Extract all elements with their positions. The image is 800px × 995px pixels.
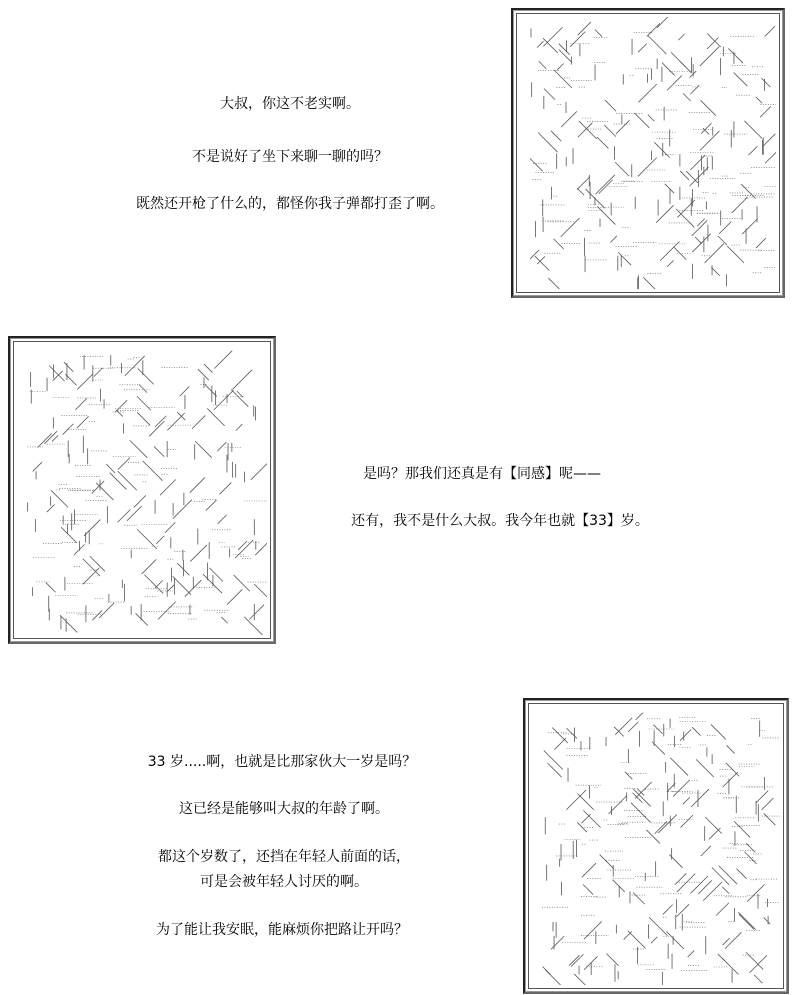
ascii-art-stroke — [142, 559, 157, 574]
ascii-art-stroke — [648, 115, 654, 121]
dialogue-line: 可是会被年轻人讨厌的啊。 — [200, 874, 368, 890]
ascii-art-stroke — [680, 729, 691, 740]
ascii-art-stroke — [577, 188, 584, 195]
dialogue-line: 为了能让我安眠，能麻烦你把路让开吗？ — [156, 922, 408, 938]
ascii-art-stroke — [747, 884, 764, 901]
ascii-art-stroke — [90, 556, 105, 571]
ascii-art-stroke — [658, 815, 676, 833]
ascii-art-stroke — [548, 763, 562, 777]
ascii-art-stroke — [697, 219, 705, 227]
ascii-art-stroke — [760, 106, 771, 117]
ascii-art-stroke — [606, 954, 618, 966]
ascii-art-stroke — [569, 955, 579, 965]
ascii-art-stroke — [680, 61, 692, 73]
ascii-art-stroke — [167, 413, 184, 430]
ascii-art-stroke — [677, 874, 695, 892]
ascii-art-stroke — [600, 855, 614, 869]
ascii-art-stroke — [692, 220, 708, 236]
dialogue-line: 都这个岁数了，还挡在年轻人前面的话， — [158, 849, 410, 865]
ascii-art-stroke — [204, 364, 213, 373]
ascii-art-stroke — [741, 184, 756, 199]
ascii-art-stroke — [244, 617, 263, 635]
ascii-art-stroke — [579, 121, 597, 139]
ascii-art-stroke — [543, 38, 558, 53]
ascii-art-stroke — [143, 461, 163, 481]
ascii-art-stroke — [75, 398, 86, 409]
ascii-art-stroke — [127, 506, 142, 521]
ascii-art-stroke — [638, 44, 647, 53]
ascii-art-stroke — [33, 462, 42, 471]
ascii-art-stroke — [543, 27, 562, 46]
ascii-art-stroke — [249, 605, 264, 620]
ascii-art-stroke — [625, 772, 633, 780]
ascii-art-stroke — [46, 582, 56, 592]
dialogue-line: 33 岁.....啊，也就是比那家伙大一岁是吗？ — [147, 754, 417, 770]
ascii-art-stroke — [552, 728, 567, 743]
ascii-art-stroke — [666, 931, 684, 949]
ascii-art-stroke — [63, 424, 74, 435]
ascii-art-stroke — [53, 371, 63, 381]
ascii-art-stroke — [77, 416, 89, 428]
ascii-art-stroke — [689, 167, 708, 186]
ascii-art-stroke — [106, 464, 115, 473]
ascii-art-stroke — [633, 892, 645, 904]
ascii-art-stroke — [551, 131, 561, 141]
ascii-art-stroke — [643, 277, 655, 289]
ascii-art-stroke — [636, 713, 643, 720]
ascii-art-stroke — [584, 921, 602, 939]
ascii-art-stroke — [156, 536, 164, 544]
ascii-art-stroke — [139, 384, 147, 392]
ascii-art-stroke — [690, 155, 705, 170]
ascii-art-stroke — [218, 515, 227, 524]
ascii-art-stroke — [92, 481, 105, 494]
ascii-art-stroke — [567, 728, 577, 738]
ascii-art-stroke — [734, 821, 750, 837]
ascii-art-stroke — [83, 559, 100, 576]
ascii-art-stroke — [544, 751, 563, 770]
ascii-art-stroke — [574, 974, 591, 985]
ascii-art-stroke — [198, 369, 209, 380]
ascii-art-stroke — [217, 442, 226, 451]
ascii-art-stroke — [677, 200, 695, 218]
ascii-art-stroke — [77, 374, 93, 390]
ascii-art-stroke — [660, 241, 679, 260]
ascii-art-stroke — [739, 914, 754, 929]
ascii-art-stroke — [670, 758, 688, 776]
ascii-art-stroke — [765, 26, 775, 36]
ascii-art-stroke — [581, 814, 590, 823]
ascii-art-stroke — [742, 219, 758, 235]
ascii-art-stroke — [155, 580, 163, 588]
ascii-art-stroke — [173, 576, 191, 594]
ascii-art-stroke — [692, 727, 700, 735]
ascii-art-stroke — [538, 133, 557, 152]
ascii-art-stroke — [722, 887, 729, 894]
dialogue-line: 是吗？那我们还真是有【同感】呢—— — [363, 466, 601, 482]
ascii-art-stroke — [206, 500, 217, 511]
ascii-art-stroke — [537, 41, 543, 47]
ascii-art-stroke — [554, 70, 572, 88]
ascii-art-stroke — [154, 447, 164, 457]
ascii-art-stroke — [570, 32, 585, 47]
ascii-art-stroke — [548, 278, 563, 289]
ascii-art-stroke — [118, 510, 131, 523]
ascii-art-stroke — [559, 49, 572, 62]
ascii-art-stroke — [662, 63, 675, 76]
ascii-art-stroke — [723, 938, 730, 945]
ascii-art-stroke — [711, 267, 720, 276]
ascii-art-stroke — [221, 617, 227, 623]
ascii-art-stroke — [134, 495, 146, 507]
ascii-art-stroke — [701, 100, 716, 115]
ascii-art-stroke — [539, 61, 547, 69]
ascii-art-stroke — [675, 873, 686, 884]
ascii-art-stroke — [700, 131, 719, 150]
ascii-art-stroke — [96, 483, 113, 500]
ascii-art-stroke — [649, 917, 667, 935]
dialogue-line: 不是说好了坐下来聊一聊的吗？ — [192, 149, 388, 165]
ascii-art-stroke — [732, 197, 748, 213]
ascii-art-stroke — [571, 954, 583, 966]
ascii-art-stroke — [754, 975, 762, 983]
ascii-art-stroke — [718, 236, 727, 245]
ascii-art-stroke — [709, 828, 720, 839]
ascii-art-stroke — [207, 408, 224, 425]
ascii-art-stroke — [654, 142, 669, 157]
ascii-art-stroke — [707, 34, 721, 48]
ascii-art-stroke — [110, 473, 127, 490]
ascii-art-stroke — [737, 869, 747, 879]
ascii-art-stroke — [756, 791, 768, 803]
ascii-art-stroke — [227, 589, 242, 604]
ascii-art-stroke — [635, 782, 651, 798]
ascii-art-stroke — [577, 177, 590, 190]
ascii-art-stroke — [583, 884, 593, 894]
ascii-art-stroke — [561, 218, 580, 237]
ascii-art-stroke — [136, 613, 148, 625]
ascii-art-stroke — [613, 880, 625, 892]
ascii-art-stroke — [557, 64, 564, 71]
ascii-art-stroke — [680, 815, 692, 827]
ascii-art-stroke — [234, 575, 250, 591]
ascii-art-stroke — [744, 121, 762, 139]
dialogue-line: 还有，我不是什么大叔。我今年也就【33】岁。 — [351, 513, 649, 529]
ascii-art-stroke — [705, 817, 722, 834]
ascii-art-stroke — [60, 615, 77, 632]
ascii-art-stroke — [137, 396, 151, 410]
ascii-art-stroke — [638, 84, 656, 102]
ascii-art-stroke — [703, 882, 722, 901]
ascii-art-stroke — [231, 389, 248, 406]
ascii-art-stroke — [559, 44, 570, 55]
ascii-art-stroke — [255, 538, 267, 556]
ascii-art-stroke — [712, 867, 729, 884]
ascii-art-stroke — [723, 772, 738, 787]
ascii-art-stroke — [144, 575, 163, 594]
ascii-art-stroke — [748, 146, 757, 155]
dialogue-line: 大叔，你这不老实啊。 — [220, 96, 360, 112]
ascii-art-stroke — [235, 540, 253, 558]
ascii-art-stroke — [555, 738, 566, 749]
ascii-art-stroke — [722, 958, 738, 974]
ascii-art-stroke — [209, 568, 223, 582]
ascii-art-stroke — [205, 385, 217, 397]
dialogue-line: 这已经是能够叫大叔的年龄了啊。 — [179, 801, 389, 817]
ascii-art-stroke — [160, 479, 176, 495]
ascii-art-stroke — [551, 936, 564, 949]
ascii-art-stroke — [677, 904, 689, 916]
ascii-art-stroke — [94, 368, 103, 377]
ascii-art-stroke — [746, 952, 763, 969]
ascii-art-stroke — [609, 796, 627, 814]
dialogue-line: 既然还开枪了什么的，都怪你我子弹都打歪了啊。 — [136, 196, 444, 212]
ascii-art-stroke — [633, 793, 643, 803]
ascii-art-stroke — [604, 125, 616, 137]
ascii-art-stroke — [49, 366, 64, 381]
ascii-art-stroke — [582, 863, 596, 877]
ascii-art-stroke — [704, 244, 723, 263]
ascii-art-stroke — [605, 100, 616, 111]
ascii-art-stroke — [765, 151, 776, 164]
ascii-art-stroke — [118, 458, 130, 470]
ascii-art-stroke — [696, 759, 714, 777]
ascii-art-stroke — [690, 85, 699, 94]
ascii-art-stroke — [64, 362, 73, 371]
ascii-art-stroke — [214, 390, 234, 410]
ascii-art-stroke — [646, 830, 660, 844]
ascii-art-stroke — [138, 369, 154, 385]
ascii-art-stroke — [701, 846, 711, 856]
ascii-art-stroke — [651, 937, 657, 943]
ascii-art-stroke — [530, 250, 539, 259]
ascii-art-stroke — [130, 440, 147, 457]
ascii-art-stroke — [190, 545, 207, 562]
ascii-art-stroke — [663, 905, 673, 915]
ascii-art-stroke — [648, 35, 667, 54]
ascii-art-stroke — [727, 246, 744, 263]
ascii-art-stroke — [599, 180, 613, 194]
ascii-art-stroke — [192, 415, 205, 428]
ascii-art-stroke — [764, 918, 771, 925]
ascii-art-stroke — [678, 34, 684, 40]
ascii-art-stroke — [566, 790, 586, 810]
ascii-art-stroke — [762, 134, 775, 147]
ascii-art-stroke — [688, 951, 694, 957]
ascii-art-stroke — [535, 256, 549, 270]
ascii-art-stroke — [214, 351, 232, 369]
ascii-art-stroke — [137, 529, 157, 549]
ascii-art-stroke — [232, 370, 252, 390]
ascii-art-stroke — [195, 441, 212, 458]
ascii-art-stroke — [616, 120, 629, 133]
ascii-art-stroke — [173, 500, 192, 519]
ascii-art-panel-middle-left — [10, 338, 274, 642]
ascii-art-stroke — [99, 603, 114, 618]
ascii-art-stroke — [647, 23, 660, 36]
ascii-art-stroke — [667, 76, 682, 91]
ascii-art-stroke — [716, 903, 729, 916]
ascii-art-stroke — [652, 742, 665, 755]
ascii-art-stroke — [168, 585, 175, 592]
ascii-art-stroke — [251, 462, 267, 480]
ascii-art-stroke — [726, 745, 734, 753]
ascii-art-stroke — [561, 111, 577, 127]
ascii-art-stroke — [149, 421, 164, 436]
ascii-art-stroke — [637, 789, 644, 796]
ascii-art-stroke — [38, 433, 52, 447]
ascii-art-stroke — [595, 175, 615, 195]
ascii-art-stroke — [762, 798, 774, 810]
ascii-art-stroke — [238, 541, 247, 550]
ascii-art-stroke — [628, 931, 646, 949]
ascii-art-stroke — [44, 431, 56, 443]
ascii-art-stroke — [624, 931, 632, 939]
ascii-art-stroke — [657, 17, 676, 28]
ascii-art-stroke — [585, 189, 604, 208]
ascii-art-stroke — [578, 123, 593, 138]
ascii-art-stroke — [615, 718, 632, 735]
ascii-art-stroke — [84, 520, 100, 536]
ascii-art-stroke — [691, 789, 709, 807]
ascii-art-stroke — [738, 912, 755, 929]
ascii-art-panel-top-right — [513, 10, 783, 296]
ascii-art-stroke — [52, 435, 58, 441]
ascii-art-stroke — [695, 237, 702, 244]
ascii-art-stroke — [698, 880, 711, 893]
ascii-art-stroke — [673, 780, 690, 797]
ascii-art-stroke — [118, 471, 137, 490]
ascii-art-stroke — [634, 113, 649, 128]
ascii-art-stroke — [686, 171, 698, 183]
ascii-art-stroke — [683, 797, 690, 804]
ascii-art-stroke — [667, 260, 673, 266]
ascii-art-stroke — [180, 387, 190, 397]
ascii-art-stroke — [691, 876, 708, 893]
ascii-art-stroke — [683, 94, 690, 101]
ascii-art-stroke — [638, 158, 657, 177]
ascii-art-stroke — [92, 611, 102, 621]
ascii-art-stroke — [595, 30, 602, 37]
ascii-art-panel-bottom-right — [525, 700, 787, 992]
ascii-art-stroke — [618, 252, 631, 265]
ascii-art-stroke — [236, 424, 242, 430]
ascii-art-stroke — [656, 205, 673, 222]
ascii-art-stroke — [530, 159, 543, 172]
ascii-art-stroke — [631, 803, 651, 823]
ascii-art-stroke — [597, 137, 608, 148]
ascii-art-stroke — [674, 247, 686, 259]
ascii-art-stroke — [158, 602, 176, 620]
ascii-art-stroke — [728, 48, 743, 63]
ascii-art-stroke — [761, 78, 770, 87]
ascii-art-stroke — [544, 88, 555, 99]
ascii-art-stroke — [700, 47, 719, 66]
ascii-art-stroke — [665, 184, 674, 193]
ascii-art-stroke — [542, 966, 550, 974]
ascii-art-stroke — [165, 522, 175, 532]
ascii-art-stroke — [756, 238, 766, 248]
ascii-art-stroke — [711, 724, 726, 739]
ascii-art-stroke — [219, 482, 231, 494]
ascii-art-stroke — [254, 584, 267, 598]
ascii-art-stroke — [137, 412, 150, 425]
ascii-art-stroke — [764, 813, 776, 825]
ascii-art-stroke — [61, 527, 77, 543]
ascii-art-stroke — [628, 722, 638, 732]
ascii-art-stroke — [615, 162, 629, 176]
ascii-art-stroke — [116, 410, 123, 417]
ascii-art-stroke — [756, 97, 762, 103]
ascii-art-stroke — [719, 866, 737, 884]
ascii-art-stroke — [610, 236, 617, 243]
ascii-art-stroke — [190, 478, 205, 493]
